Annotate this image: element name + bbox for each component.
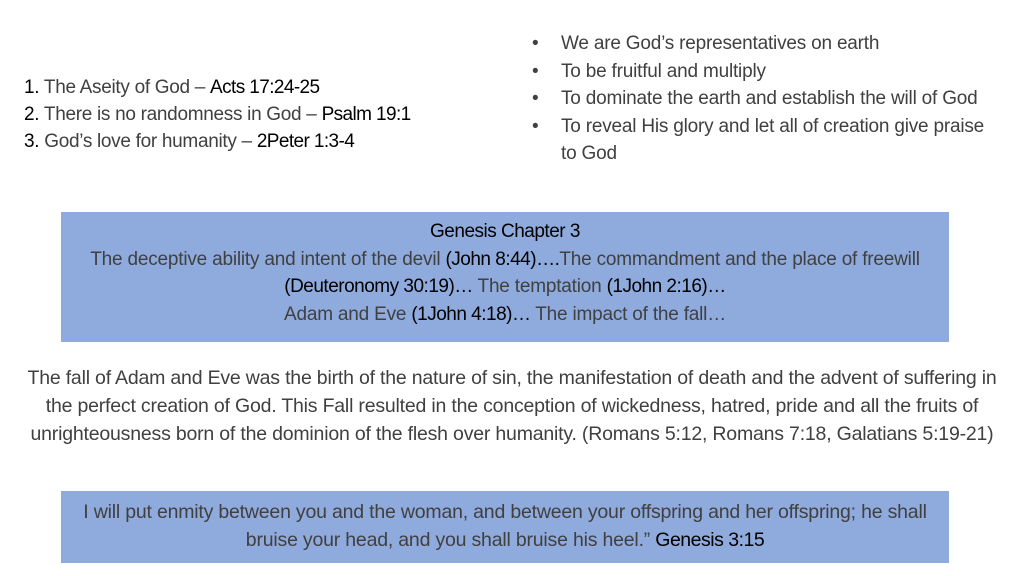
summary-text: The deceptive ability and intent of the devil bbox=[90, 248, 446, 270]
topic-reference: Psalm 19:1 bbox=[321, 104, 411, 125]
topic-number: 1. bbox=[24, 77, 40, 98]
summary-reference: (John 8:44)…. bbox=[445, 248, 560, 270]
bullet-item: • To dominate the earth and establish the will of God bbox=[528, 85, 998, 113]
topic-number: 3. bbox=[24, 131, 40, 152]
summary-text: The commandment and the place of freewill bbox=[559, 248, 920, 270]
summary-reference: (Deuteronomy 30:19)… bbox=[284, 276, 473, 297]
topic-text: God’s love for humanity – bbox=[39, 131, 257, 152]
topic-reference: 2Peter 1:3-4 bbox=[256, 131, 355, 152]
genesis-heading: Genesis Chapter 3 bbox=[430, 221, 580, 242]
summary-text: The temptation bbox=[472, 276, 607, 297]
topic-item-2 bbox=[24, 101, 524, 128]
bullet-item: • To be fruitful and multiply bbox=[528, 58, 998, 86]
summary-reference: (1John 2:16)… bbox=[606, 276, 726, 297]
topic-number: 2. bbox=[24, 104, 40, 125]
topics-list bbox=[24, 74, 524, 155]
genesis-chapter-box bbox=[61, 212, 949, 342]
topic-item-1 bbox=[24, 74, 524, 101]
quote-box bbox=[61, 491, 949, 563]
summary-reference: (1John 4:18)… bbox=[411, 303, 531, 325]
bullet-item: • We are God’s representatives on earth bbox=[528, 30, 998, 58]
genesis-summary-line2 bbox=[61, 301, 949, 329]
genesis-summary bbox=[61, 246, 949, 301]
topic-text: The Aseity of God – bbox=[39, 77, 211, 98]
fall-paragraph: The fall of Adam and Eve was the birth of the nature of sin, the manifestation of death and the advent of suffering in the perfect creation of God. This Fall resulted in the conception of wickedness, hatred, pride and all the fruits of unrighteousness born of the dominion of the flesh over humanity. (Romans 5:12, Romans 7:18, Galatians 5:19-21) bbox=[27, 367, 997, 445]
topic-reference: Acts 17:24-25 bbox=[210, 77, 320, 98]
bullet-item: • To reveal His glory and let all of creation give praise to God bbox=[528, 113, 998, 168]
purpose-bullet-list bbox=[528, 30, 998, 168]
quote-text: I will put enmity between you and the woman, and between your offspring and her offspring; he shall bruise your head, and you shall bruise his heel.” bbox=[83, 501, 927, 551]
summary-text: Adam and Eve bbox=[284, 303, 412, 325]
topic-item-3 bbox=[24, 128, 524, 155]
quote-reference: Genesis 3:15 bbox=[655, 529, 765, 551]
topic-text: There is no randomness in God – bbox=[39, 104, 322, 125]
summary-text: The impact of the fall… bbox=[530, 303, 726, 325]
